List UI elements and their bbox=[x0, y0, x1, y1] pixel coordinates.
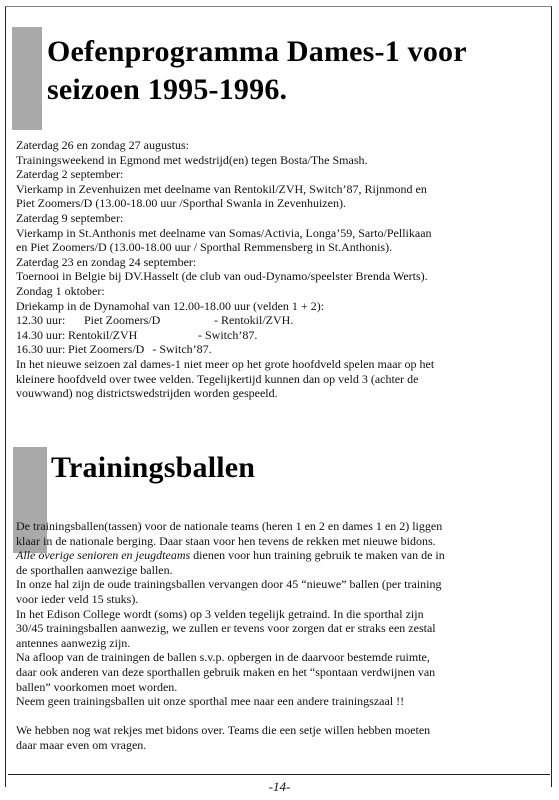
match-away: - Rentokil/ZVH. bbox=[214, 313, 294, 328]
match-row bbox=[16, 342, 546, 357]
body-line: In het Edison College wordt (soms) op 3 velden tegelijk getraind. In die sporthal zijn bbox=[16, 606, 424, 621]
body-line: In onze hal zijn de oude trainingsballen vervangen door 45 “nieuwe” ballen (per training bbox=[16, 577, 442, 592]
schedule-line: en Piet Zoomers/D (13.00-18.00 uur / Sporthal Remmensberg in St.Anthonis). bbox=[16, 240, 393, 255]
match-time: 16.30 uur: bbox=[16, 342, 66, 357]
match-home: Rentokil/ZVH bbox=[68, 327, 138, 342]
schedule-line: Vierkamp in St.Anthonis met deelname van Somas/Activia, Longa’59, Sarto/Pellikaan bbox=[16, 225, 432, 240]
match-home: Piet Zoomers/D bbox=[68, 342, 145, 357]
section-title: Trainingsballen bbox=[51, 451, 256, 484]
match-row bbox=[16, 313, 546, 328]
match-away: - Switch’87. bbox=[152, 342, 212, 357]
body-line: ballen” voorkomen moet worden. bbox=[16, 679, 178, 694]
page-title-line-1: Oefenprogramma Dames-1 voor bbox=[47, 35, 467, 68]
match-away: - Switch’87. bbox=[198, 327, 258, 342]
paragraph-gap bbox=[16, 709, 546, 724]
schedule-note: vouwwand) nog districtswedstrijden worden gespeeld. bbox=[16, 386, 278, 401]
body-line: We hebben nog wat rekjes met bidons over. Teams die een setje willen hebben moeten bbox=[16, 723, 431, 738]
schedule-line: Piet Zoomers/D (13.00-18.00 uur /Sporthal Swanla in Zevenhuizen). bbox=[16, 196, 346, 211]
footer-rule bbox=[8, 774, 550, 775]
schedule-line: Toernooi in Belgie bij DV.Hasselt (de club van oud-Dynamo/speelster Brenda Werts). bbox=[16, 269, 428, 284]
match-time: 14.30 uur: bbox=[16, 327, 66, 342]
schedule-line: Zaterdag 23 en zondag 24 september: bbox=[16, 254, 197, 269]
schedule-note: kleinere hoofdveld over twee velden. Tegelijkertijd kunnen dan op veld 3 (achter de bbox=[16, 371, 419, 386]
body-line: De trainingsballen(tassen) voor de nationale teams (heren 1 en 2 en dames 1 en 2) liggen bbox=[16, 519, 443, 533]
heading-accent-block bbox=[12, 27, 42, 130]
body-text: dienen voor hun training gebruik te maken van de in bbox=[190, 548, 445, 563]
body-line: klaar in de nationale berging. Daar staan voor hen tevens de rekken met nieuwe bidons. bbox=[16, 533, 436, 548]
schedule-line: Driekamp in de Dynamohal van 12.00-18.00 uur (velden 1 + 2): bbox=[16, 298, 325, 313]
schedule-line: Zaterdag 2 september: bbox=[16, 167, 124, 182]
schedule-note: In het nieuwe seizoen zal dames-1 niet meer op het grote hoofdveld spelen maar op het bbox=[16, 356, 435, 371]
body-line bbox=[16, 548, 546, 563]
body-line: 30/45 trainingsballen aanwezig, we zullen er tevens voor zorgen dat er straks een zestal bbox=[16, 621, 436, 636]
schedule-line: Zaterdag 26 en zondag 27 augustus: bbox=[16, 138, 189, 152]
body-line: voor ieder veld 15 stuks). bbox=[16, 591, 139, 606]
match-home: Piet Zoomers/D bbox=[84, 313, 161, 328]
body-line: daar ook anderen van deze sporthallen gebruik maken en het “spontaan verdwijnen van bbox=[16, 664, 436, 679]
training-balls-text bbox=[16, 519, 546, 753]
body-line: daar maar even om vragen. bbox=[16, 737, 147, 752]
match-row bbox=[16, 328, 546, 343]
page-number: -14- bbox=[268, 779, 291, 794]
match-time: 12.30 uur: bbox=[16, 313, 66, 328]
body-line: Neem geen trainingsballen uit onze sporthal mee naar een andere trainingszaal !! bbox=[16, 694, 405, 709]
schedule-line: Zondag 1 oktober: bbox=[16, 283, 105, 298]
schedule-line: Trainingsweekend in Egmond met wedstrijd(en) tegen Bosta/The Smash. bbox=[16, 152, 368, 167]
body-line: Na afloop van de trainingen de ballen s.v.p. opbergen in de daarvoor bestemde ruimte, bbox=[16, 650, 430, 665]
schedule-line: Zaterdag 9 september: bbox=[16, 210, 124, 225]
page-title-line-2: seizoen 1995-1996. bbox=[47, 73, 288, 106]
italic-emphasis: Alle overige senioren en jeugdteams bbox=[16, 548, 191, 563]
body-line: antennes aanwezig zijn. bbox=[16, 635, 131, 650]
schedule-text bbox=[16, 138, 546, 401]
schedule-line: Vierkamp in Zevenhuizen met deelname van Rentokil/ZVH, Switch’87, Rijnmond en bbox=[16, 181, 427, 196]
body-line: de sporthallen aanwezige ballen. bbox=[16, 562, 173, 577]
